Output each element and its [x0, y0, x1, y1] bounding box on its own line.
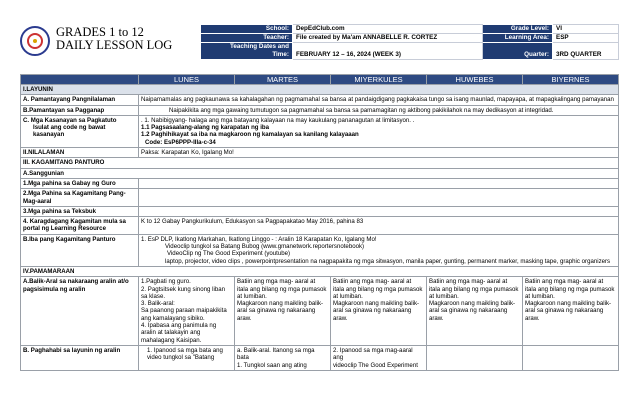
list-item: a. Balik-aral. Itanong sa mga bata [237, 346, 315, 362]
row-label: 2.Mga Pahina sa Kagamitang Pang-Mag-aaral [21, 189, 139, 207]
row-label: B. Paghahabi sa layunin ng aralin [21, 345, 139, 370]
dates-label-line2: Time: [272, 51, 289, 58]
kasanayan-line-1: . 1. Nabibigyang- halaga ang mga batayang kalayaan na may kaukulang pananagutan at limitasyon. . [141, 116, 415, 124]
list-item: Batiin ang mga mag- aaral at itala ang bilang ng mga pumasok at lumiban. [525, 278, 615, 300]
table-row [21, 234, 619, 266]
paghahabi-huwebes [427, 345, 523, 370]
info-table [200, 24, 619, 60]
list-item: 1.Pagbati ng guro. [141, 278, 191, 286]
lesson-log-table [20, 74, 619, 371]
row-label: 1.Mga pahina sa Gabay ng Guro [21, 178, 139, 188]
school-label: School: [201, 25, 293, 34]
row-label: 4. Karagdagang Kagamitan mula sa portal ng Learning Resource [21, 217, 139, 235]
area-value: ESP [553, 34, 619, 43]
row-label: B.Pamantayan sa Pagganap [21, 105, 139, 115]
list-item: Batiin ang mga mag- aaral at itala ang bilang ng mga pumasok at lumiban. [333, 278, 423, 300]
document-title [56, 26, 172, 52]
section-sanggunian: A.Sanggunian [21, 168, 619, 178]
day-header-row [21, 75, 619, 85]
table-row [21, 148, 619, 158]
table-row [21, 266, 619, 276]
row-value [139, 189, 619, 207]
grade-label: Grade Level: [483, 25, 553, 34]
row-value: Naipakikita ang mga gawaing tumutugon sa pagmamahal sa bansa sa pamamagitan ng aktibong pakikilahok na may dedikasyon at integridad. [139, 105, 619, 115]
list-item: 4. Ipabasa ang panimula ng aralin at talakayin ang mahalagang Kaisipan. [141, 322, 217, 344]
balik-martes [235, 277, 331, 346]
row-label: A.Balik-Aral sa nakaraang aralin at/o pagsisimula ng aralin [21, 277, 139, 346]
teacher-label: Teacher: [201, 34, 293, 43]
table-row [21, 168, 619, 178]
dates-label-line1: Teaching Dates and [229, 43, 289, 50]
table-row [21, 206, 619, 216]
row-value [139, 178, 619, 188]
row-value: Naipamamalas ang pagkaunawa sa kahalagahan ng pagmamahal sa bansa at pandaigdigang pagkakaisa tungo sa isang maunlad, mapayapa, at mapagkalingang pamayanan [139, 95, 619, 105]
dates-value: FEBRUARY 12 – 16, 2024 (WEEK 3) [293, 43, 483, 60]
paghahabi-miyerkules [331, 345, 427, 370]
day-header-biyernes: BIYERNES [523, 75, 619, 85]
table-row [21, 178, 619, 188]
balik-huwebes [427, 277, 523, 346]
row-label [21, 115, 139, 147]
section-pamamaraan: IV.PAMAMARAAN [21, 266, 619, 276]
list-item: 3. Balik-aral: [141, 300, 175, 308]
list-item: 1. Tungkol saan ang ating [237, 361, 307, 369]
kasanayan-line-3: 1.2 Paghihikayat sa iba na magkaroon ng kamalayan sa kanilang kalayaaan [141, 131, 359, 139]
list-item: Batiin ang mga mag- aaral at itala ang bilang ng mga pumasok at lumiban. [429, 278, 519, 300]
table-row [21, 217, 619, 235]
table-row [21, 85, 619, 95]
list-item: 2. Ipanood sa mga mag-aaral ang [333, 346, 413, 362]
iba-line-4: laptop, projector, video clips , powerpointpresentation na nagpapakita ng mga sitwasyon, manila paper, gunting, permanent marker, masking tape, graphic organizers [165, 257, 611, 265]
quarter-value: 3RD QUARTER [553, 43, 619, 60]
title-line-2: DAILY LESSON LOG [56, 38, 173, 52]
section-kagamitan: III. KAGAMITANG PANTURO [21, 158, 619, 168]
paghahabi-martes [235, 345, 331, 370]
list-item: Magkaroon nang maikling balik-aral sa ginawa ng nakaraang araw. [429, 300, 516, 322]
list-item: Magkaroon nang maikling balik-aral sa ginawa ng nakaraang araw. [333, 300, 420, 322]
iba-line-1: 1. EsP DLP, Ikatlong Markahan, Ikatlong Linggo - : Aralin 18 Karapatan Ko, Igalang Mo! [141, 235, 377, 243]
iba-line-2: Videoclip tungkol sa Batang Bubog (www.gmanetwork.reportersnotebook) [165, 243, 365, 251]
paghahabi-lunes [139, 345, 235, 370]
list-item: 1. Ipanood sa mga bata ang [147, 346, 223, 354]
section-layunin: I.LAYUNIN [21, 85, 619, 95]
teacher-value: File created by Ma'am ANNABELLE R. CORTEZ [293, 34, 483, 43]
kasanayan-label-1: C. Mga Kasanayan sa Pagkatuto [23, 116, 117, 124]
row-label: 3.Mga pahina sa Teksbuk [21, 206, 139, 216]
table-row [21, 158, 619, 168]
list-item: videoclip The Good Experiment [333, 361, 418, 369]
day-header-huwebes: HUWEBES [427, 75, 523, 85]
row-value [139, 206, 619, 216]
table-row [21, 277, 619, 346]
row-value: K to 12 Gabay Pangkurikulum, Edukasyon sa Pagpapakatao May 2016, pahina 83 [139, 217, 619, 235]
grade-value: VI [553, 25, 619, 34]
list-item: Batiin ang mga mag- aaral at itala ang bilang ng mga pumasok at lumiban. [237, 278, 327, 300]
table-row [21, 345, 619, 370]
area-label: Learning Area: [483, 34, 553, 43]
table-row [21, 115, 619, 147]
row-label: II.NILALAMAN [21, 148, 139, 158]
kasanayan-code: Code: EsP6PPP-IIIa-c-34 [145, 138, 216, 146]
quarter-label: Quarter: [483, 43, 553, 60]
list-item: Magkaroon nang maikling balik-aral sa ginawa ng nakaraang araw. [525, 300, 612, 322]
row-value [139, 234, 619, 266]
day-header-miyerkules: MIYERKULES [331, 75, 427, 85]
title-line-1: GRADES 1 to 12 [56, 25, 144, 39]
paghahabi-biyernes [523, 345, 619, 370]
day-header-lunes: LUNES [139, 75, 235, 85]
deped-seal-icon [20, 26, 50, 56]
row-label: B.Iba pang Kagamitang Panturo [21, 234, 139, 266]
list-item: Sa paanong paraan maipakikita ang kamalayang sibiko. [141, 307, 227, 322]
school-value: DepEdClub.com [293, 25, 483, 34]
iba-line-3: VideoClip ng The Good Experiment (youtube) [167, 250, 291, 258]
kasanayan-line-2: 1.1 Pagsasaalang-alang ng karapatan ng iba [141, 124, 270, 132]
table-row [21, 189, 619, 207]
row-label: A. Pamantayang Pangnilalaman [21, 95, 139, 105]
row-value: Paksa: Karapatan Ko, Igalang Mo! [139, 148, 619, 158]
list-item: video tungkol sa "Batang [147, 354, 215, 362]
table-row [21, 95, 619, 105]
balik-biyernes [523, 277, 619, 346]
balik-lunes [139, 277, 235, 346]
list-item: Magkaroon nang maikling balik-aral sa ginawa ng nakaraang araw. [237, 300, 324, 322]
dates-label [201, 43, 293, 60]
kasanayan-label-2: Isulat ang code ng bawat kasanayan [33, 124, 106, 139]
row-value [139, 115, 619, 147]
day-header-blank [21, 75, 139, 85]
list-item: 2. Pagtsitsek kung sinong liban sa klase. [141, 285, 226, 300]
header [20, 24, 618, 64]
day-header-martes: MARTES [235, 75, 331, 85]
table-row [21, 105, 619, 115]
balik-miyerkules [331, 277, 427, 346]
